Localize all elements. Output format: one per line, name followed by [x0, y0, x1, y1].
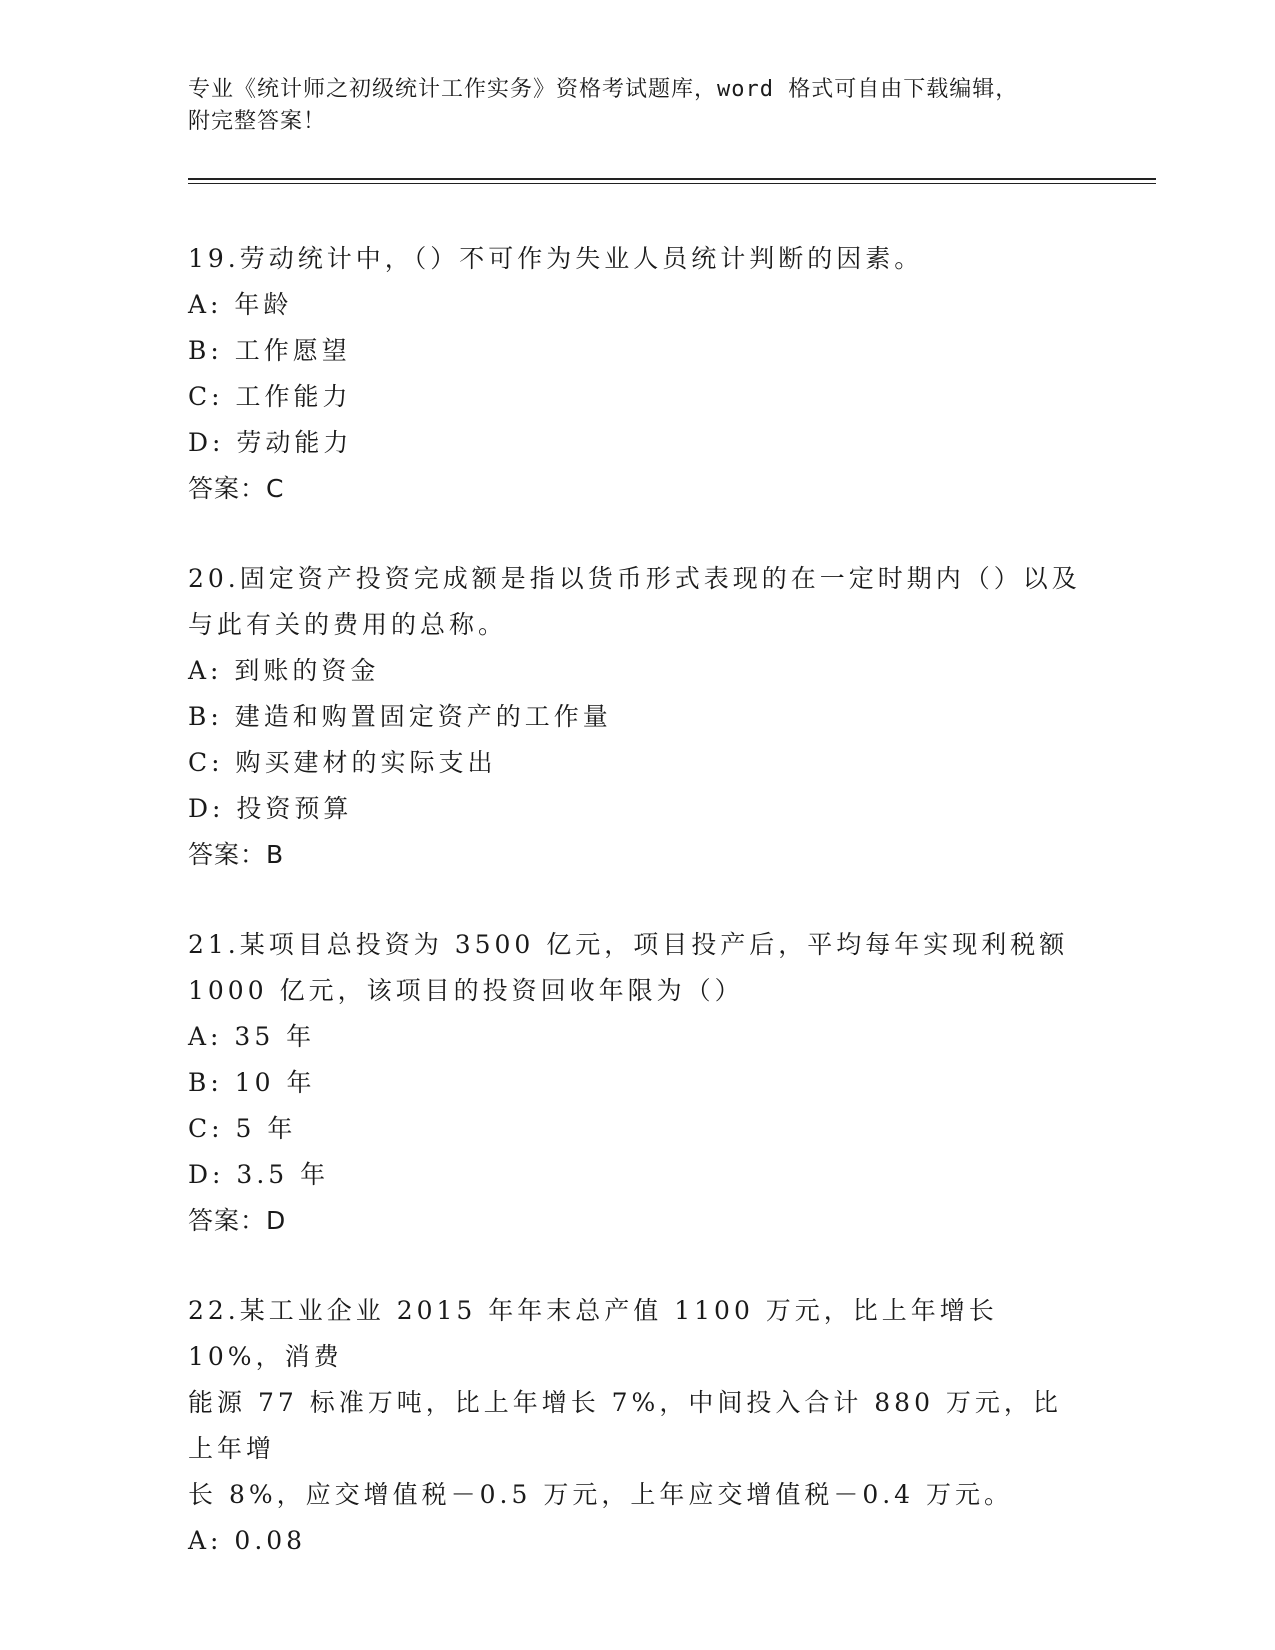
question-stem-line-2: 能源 77 标准万吨，比上年增长 7%，中间投入合计 880 万元，比上年增 — [188, 1388, 1062, 1463]
page-header — [188, 74, 1068, 138]
header-divider-thin — [188, 183, 1156, 184]
question-stem-line-1: 21.某项目总投资为 3500 亿元，项目投产后，平均每年实现利税额 — [188, 930, 1069, 959]
option-a: A: 到账的资金 — [188, 656, 380, 685]
question-20 — [188, 556, 1088, 878]
option-a: A: 年龄 — [188, 290, 293, 319]
question-stem-line-2: 与此有关的费用的总称。 — [188, 610, 508, 639]
option-b: B: 10 年 — [188, 1068, 316, 1097]
option-c: C: 5 年 — [188, 1114, 297, 1143]
answer: 答案：D — [188, 1206, 287, 1235]
header-line-2: 附完整答案！ — [188, 109, 327, 134]
option-a: A: 35 年 — [188, 1022, 316, 1051]
question-22 — [188, 1288, 1088, 1564]
option-d: D: 3.5 年 — [188, 1160, 330, 1189]
option-c: C: 工作能力 — [188, 382, 352, 411]
question-list — [188, 236, 1088, 1608]
question-19 — [188, 236, 1088, 512]
option-c: C: 购买建材的实际支出 — [188, 748, 497, 777]
question-stem-line-2: 1000 亿元，该项目的投资回收年限为（） — [188, 976, 744, 1005]
question-stem-line-1: 22.某工业企业 2015 年年末总产值 1100 万元，比上年增长 10%，消费 — [188, 1296, 998, 1371]
option-b: B: 建造和购置固定资产的工作量 — [188, 702, 612, 731]
question-stem-line-3: 长 8%，应交增值税－0.5 万元，上年应交增值税－0.4 万元。 — [188, 1480, 1014, 1509]
header-line-1: 专业《统计师之初级统计工作实务》资格考试题库，word 格式可自由下载编辑， — [188, 77, 1019, 102]
question-stem: 19.劳动统计中，（）不可作为失业人员统计判断的因素。 — [188, 244, 924, 273]
option-b: B: 工作愿望 — [188, 336, 351, 365]
option-a: A: 0.08 — [188, 1526, 307, 1555]
question-21 — [188, 922, 1088, 1244]
option-d: D: 劳动能力 — [188, 428, 353, 457]
option-d: D: 投资预算 — [188, 794, 353, 823]
header-divider-thick — [188, 178, 1156, 180]
question-stem-line-1: 20.固定资产投资完成额是指以货币形式表现的在一定时期内（）以及 — [188, 564, 1081, 593]
answer: 答案：C — [188, 474, 285, 503]
answer: 答案：B — [188, 840, 285, 869]
